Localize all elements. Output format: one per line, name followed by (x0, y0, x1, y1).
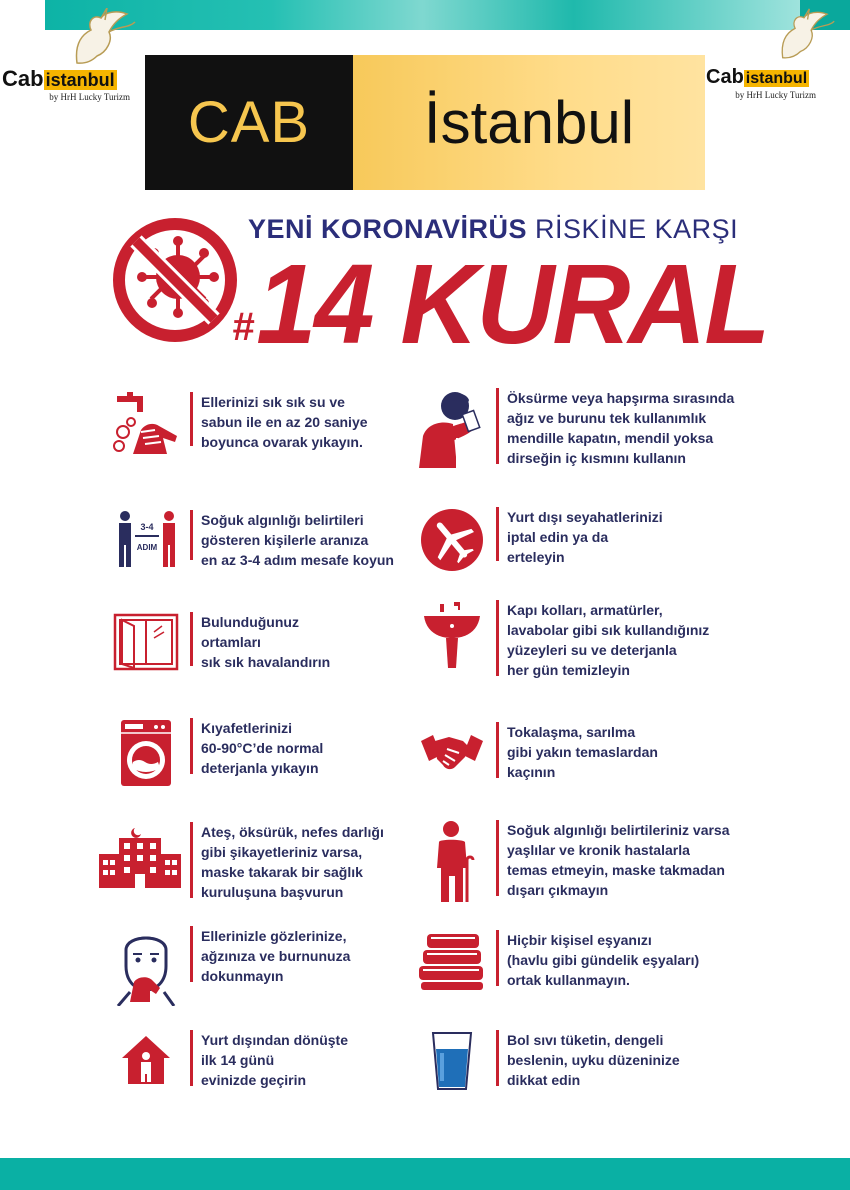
logo-istanbul-text: istanbul (45, 70, 115, 90)
rule-12 (414, 930, 699, 994)
bottom-decor-bar (0, 1158, 850, 1190)
rule-6 (414, 600, 709, 680)
handshake-icon (419, 729, 485, 775)
rule-4-text: Yurt dışı seyahatlerinizi iptal edin ya da erteleyin (507, 509, 663, 565)
cough-icon (417, 388, 487, 468)
sink-icon (420, 600, 484, 670)
rule-7 (108, 718, 323, 788)
home-icon (118, 1032, 174, 1088)
corner-logo-right (706, 8, 846, 103)
rule-11 (108, 926, 350, 1006)
elderly-icon (427, 820, 477, 904)
corner-logo-left (2, 8, 142, 103)
rule-1-text: Ellerinizi sık sık su ve sabun ile en az 20 saniye boyunca ovarak yıkayın. (201, 394, 368, 450)
banner-istanbul: İstanbul (353, 55, 705, 190)
rule-13 (108, 1030, 348, 1090)
rule-2-text: Öksürme veya hapşırma sırasında ağız ve burunu tek kullanımlık mendille kapatın, mendil yoksa dirseğin iç kısmını kullanın (507, 390, 735, 466)
headline-part2: RİSKİNE KARŞI (535, 214, 739, 244)
title-kural: 14 KURAL (256, 239, 769, 367)
window-icon (112, 612, 180, 672)
top-decor-bar (45, 0, 800, 30)
rule-2 (414, 388, 734, 468)
rule-14-text: Bol sıvı tüketin, dengeli beslenin, uyku düzeninize dikkat edin (507, 1032, 680, 1088)
rule-4 (414, 507, 663, 573)
rule-7-text: Kıyafetlerinizi 60-90°C’de normal deterjanla yıkayın (201, 720, 324, 776)
logo-cab-text: Cab (2, 66, 44, 91)
washing-machine-icon (118, 718, 174, 788)
rule-8-text: Tokalaşma, sarılma gibi yakın temaslardan kaçının (507, 724, 658, 780)
airplane-icon (420, 508, 484, 572)
rule-10 (414, 820, 730, 904)
title-hash: # (232, 305, 255, 349)
rule-13-text: Yurt dışından dönüşte ilk 14 günü evinizde geçirin (201, 1032, 349, 1088)
face-touch-icon (116, 926, 176, 1006)
rule-9-text: Ateş, öksürük, nefes darlığı gibi şikayetleriniz varsa, maske takarak bir sağlık kuruluşuna başvurun (201, 824, 384, 900)
hand-wash-icon (111, 392, 181, 458)
rule-14 (414, 1030, 680, 1092)
rule-9 (96, 822, 384, 902)
distance-icon (111, 510, 181, 570)
rule-11-text: Ellerinizle gözlerinize, ağzınıza ve burnunuza dokunmayın (201, 928, 351, 984)
rule-6-text: Kapı kolları, armatürler, lavabolar gibi sık kullandığınız yüzeyleri su ve deterjanla her gün temizleyin (507, 602, 710, 678)
distance-badge-top: 3-4 (140, 522, 154, 532)
rule-3 (108, 510, 394, 570)
logo-byline: by HrH Lucky Turizm (49, 92, 130, 102)
rule-10-text: Soğuk algınlığı belirtileriniz varsa yaşlılar ve kronik hastalarla temas etmeyin, maske takmadan dışarı çıkmayın (507, 822, 730, 898)
rule-5-text: Bulunduğunuz ortamları sık sık havalandırın (201, 614, 331, 670)
no-virus-icon (110, 215, 240, 345)
rule-12-text: Hiçbir kişisel eşyanızı (havlu gibi gündelik eşyaları) ortak kullanmayın. (507, 932, 700, 988)
hospital-icon (97, 824, 183, 890)
rule-3-text: Soğuk algınlığı belirtileri gösteren kişilerle aranıza en az 3-4 adım mesafe koyun (201, 512, 394, 568)
distance-badge-bottom: ADIM (136, 543, 158, 552)
towels-icon (417, 932, 487, 992)
rule-5 (108, 612, 330, 672)
banner-cab: CAB (145, 55, 353, 190)
pegasus-icon (756, 8, 836, 63)
water-glass-icon (430, 1031, 474, 1091)
pegasus-icon (47, 8, 137, 68)
logo-cab-text: Cab (706, 66, 744, 88)
logo-byline: by HrH Lucky Turizm (735, 90, 816, 100)
headline-part1: YENİ KORONAVİRÜS (248, 214, 528, 244)
rule-1 (108, 392, 368, 458)
brand-banner (145, 55, 705, 190)
logo-istanbul-text: istanbul (745, 70, 808, 87)
rule-8 (414, 722, 658, 782)
big-title (232, 238, 769, 367)
